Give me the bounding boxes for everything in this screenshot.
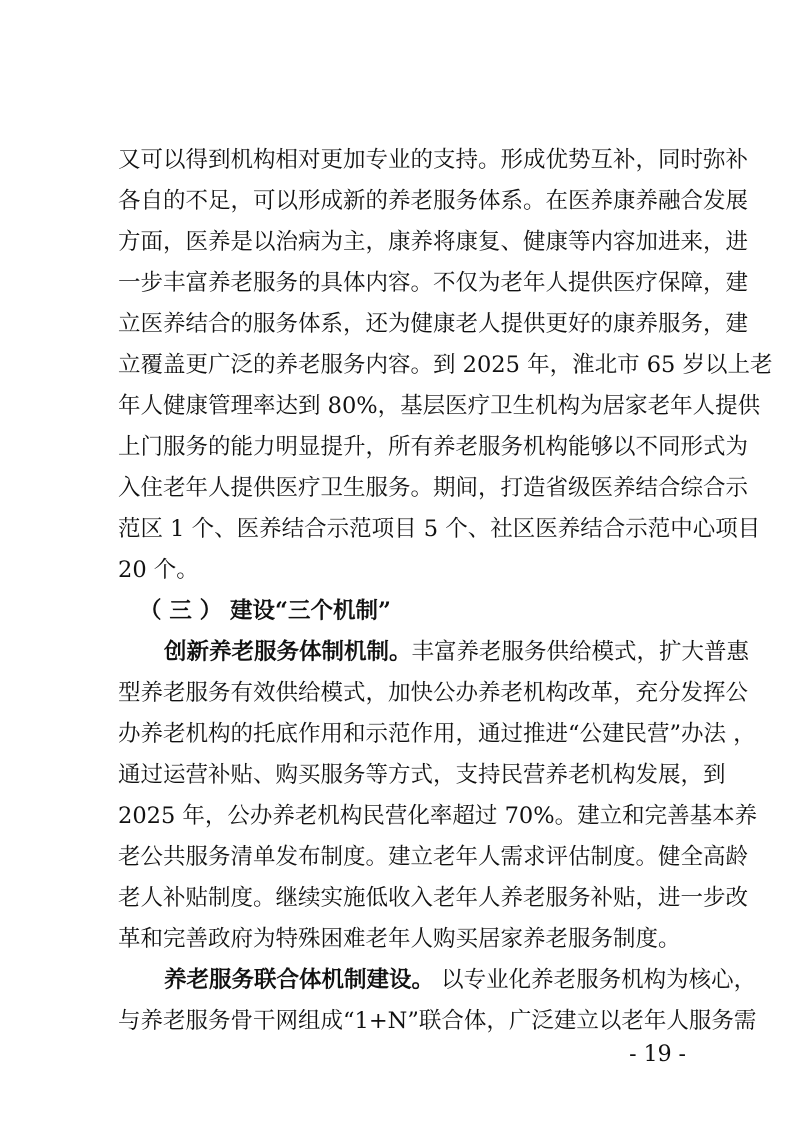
body-text-line: 一步丰富养老服务的具体内容。不仅为老年人提供医疗保障，建 bbox=[118, 270, 749, 296]
body-text-line: 各自的不足，可以形成新的养老服务体系。在医养康养融合发展 bbox=[118, 188, 749, 214]
paragraph-first-line bbox=[164, 965, 757, 995]
body-text-line: 老人补贴制度。继续实施低收入老年人养老服务补贴，进一步改 bbox=[118, 885, 749, 911]
body-text-line: 范区 1 个、医养结合示范项目 5 个、社区医养结合示范中心项目 bbox=[118, 516, 761, 542]
body-text-line: 方面，医养是以治病为主，康养将康复、健康等内容加进来，进 bbox=[118, 229, 749, 255]
body-text-line: 办养老机构的托底作用和示范作用，通过推进“公建民营”办法 ， bbox=[118, 721, 756, 747]
body-text-line: 型养老服务有效供给模式，加快公办养老机构改革，充分发挥公 bbox=[118, 680, 749, 706]
body-text-line: 老公共服务清单发布制度。建立老年人需求评估制度。健全高龄 bbox=[118, 844, 749, 870]
paragraph-first-line-text: 以专业化养老服务机构为核心， bbox=[434, 967, 757, 993]
body-text-line: 年人健康管理率达到 80%，基层医疗卫生机构为居家老年人提供 bbox=[118, 393, 761, 419]
paragraph-first-line-text: 丰富养老服务供给模式，扩大普惠 bbox=[411, 639, 750, 665]
body-text-line: 入住老年人提供医疗卫生服务。期间，打造省级医养结合综合示 bbox=[118, 475, 749, 501]
section-heading: （ 三 ） 建设“三个机制” bbox=[139, 598, 391, 624]
body-text-line: 立覆盖更广泛的养老服务内容。到 2025 年，淮北市 65 岁以上老 bbox=[118, 352, 773, 378]
paragraph-lead: 创新养老服务体制机制。 bbox=[164, 639, 412, 665]
body-text-line: 与养老服务骨干网组成“1+N”联合体，广泛建立以老年人服务需 bbox=[118, 1008, 757, 1034]
paragraph-first-line bbox=[164, 637, 750, 667]
body-text-line: 上门服务的能力明显提升，所有养老服务机构能够以不同形式为 bbox=[118, 434, 749, 460]
body-text-line: 革和完善政府为特殊困难老年人购买居家养老服务制度。 bbox=[118, 926, 681, 952]
body-text-line: 20 个。 bbox=[118, 557, 199, 583]
body-text-line: 又可以得到机构相对更加专业的支持。形成优势互补，同时弥补 bbox=[118, 147, 749, 173]
body-text-line: 立医养结合的服务体系，还为健康老人提供更好的康养服务，建 bbox=[118, 311, 749, 337]
page-number: - 19 - bbox=[629, 1042, 686, 1067]
paragraph-lead: 养老服务联合体机制建设。 bbox=[164, 967, 435, 993]
body-text-line: 通过运营补贴、购买服务等方式，支持民营养老机构发展，到 bbox=[118, 762, 726, 788]
body-text-line: 2025 年，公办养老机构民营化率超过 70%。建立和完善基本养 bbox=[118, 803, 758, 829]
